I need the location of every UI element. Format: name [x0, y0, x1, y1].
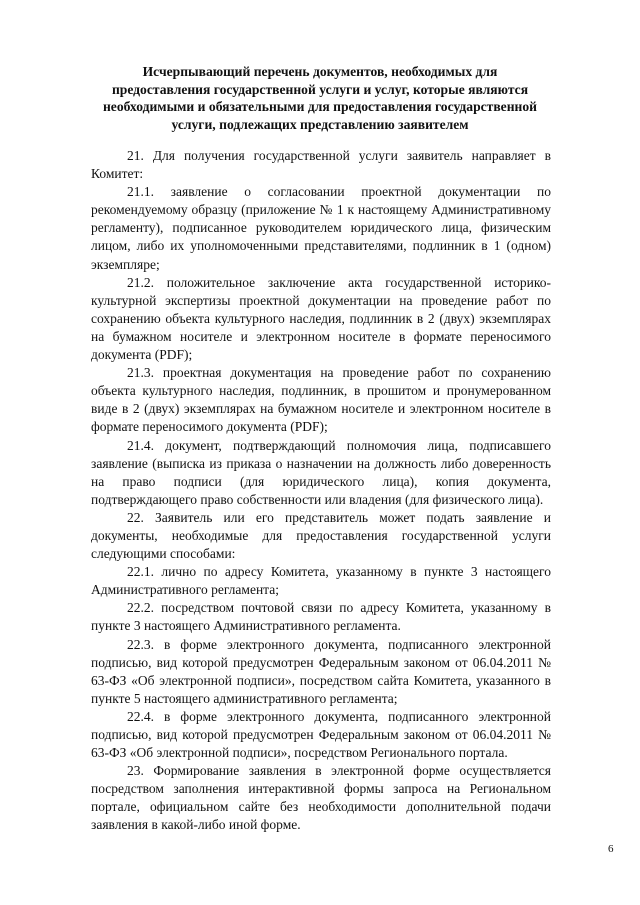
paragraph-22: 22. Заявитель или его представитель может подать заявление и документы, необходимые для предоставления государственной услуги следующими способами:: [91, 509, 551, 562]
paragraph-22-1: 22.1. лично по адресу Комитета, указанному в пункте 3 настоящего Административного регламента;: [91, 564, 551, 598]
paragraph-22-3: 22.3. в форме электронного документа, подписанного электронной подписью, вид которой предусмотрен Федеральным законом от 06.04.2011 № 63-ФЗ «Об электронной подписи», посредством сайта Комитета, указанного в пункте 5 настоящего административного регламента;: [91, 636, 551, 706]
paragraph-22-2: 22.2. посредством почтовой связи по адресу Комитета, указанному в пункте 3 настоящего Административного регламента.: [91, 600, 551, 634]
paragraph-21: 21. Для получения государственной услуги заявитель направляет в Комитет:: [91, 148, 551, 182]
paragraph-21-2: 21.2. положительное заключение акта государственной историко-культурной экспертизы проектной документации на проведение работ по сохранению объекта культурного наследия, подлинник в 2 (двух) экземплярах на бумажном носителе и электронном носителе в формате переносимого документа (PDF);: [91, 274, 551, 363]
paragraph-21-4: 21.4. документ, подтверждающий полномочия лица, подписавшего заявление (выписка из приказа о назначении на должность либо доверенность на право подписи (для юридического лица), копия документа, подтверждающего право собственности или владения (для физического лица).: [91, 437, 551, 507]
paragraph-21-1: 21.1. заявление о согласовании проектной документации по рекомендуемому образцу (приложение № 1 к настоящему Административному регламенту), подписанное руководителем юридического лица, физическим лицом, либо их уполномоченными представителями, подлинник в 1 (одном) экземпляре;: [91, 184, 551, 272]
paragraph-23: 23. Формирование заявления в электронной форме осуществляется посредством заполнения интерактивной формы запроса на Региональном портале, официальном сайте без необходимости дополнительной подачи заявления в какой-либо иной форме.: [91, 763, 551, 833]
paragraph-22-4: 22.4. в форме электронного документа, подписанного электронной подписью, вид которой предусмотрен Федеральным законом от 06.04.2011 № 63-ФЗ «Об электронной подписи», посредством Регионального портала.: [91, 708, 551, 761]
document-body: [91, 147, 551, 835]
page-number: 6: [608, 843, 614, 855]
paragraph-21-3: 21.3. проектная документация на проведение работ по сохранению объекта культурного наследия, подлинник, в прошитом и пронумерованном виде в 2 (двух) экземплярах на бумажном носителе и электронном носителе в формате переносимого документа (PDF);: [91, 365, 551, 435]
document-title: Исчерпывающий перечень документов, необходимых для предоставления государственной услуги и услуг, которые являются необходимыми и обязательными для предоставления государственной услуги, подлежащих представлению заявителем: [102, 64, 538, 132]
